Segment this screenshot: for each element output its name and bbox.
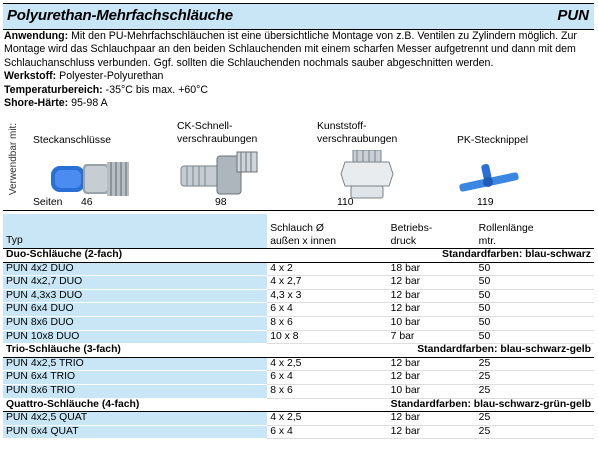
cell-hose: 6 x 4 — [267, 303, 387, 317]
cell-roll-length: 50 — [476, 316, 594, 330]
cell-hose: 8 x 6 — [267, 384, 387, 398]
usable-item-compression-fitting — [171, 114, 301, 208]
group-row — [3, 398, 594, 412]
title-bar — [3, 3, 594, 30]
usable-item-label: CK-Schnell- verschraubungen — [177, 121, 258, 145]
table-header-row — [3, 214, 594, 249]
usable-item-page: 98 — [215, 197, 227, 208]
cell-type: PUN 6x4 QUAT — [3, 425, 267, 439]
cell-hose: 4,3 x 3 — [267, 289, 387, 303]
spec-table — [3, 214, 594, 439]
product-code: PUN — [557, 7, 589, 24]
usable-item-prefix: Seiten — [33, 197, 63, 208]
table-row — [3, 303, 594, 317]
cell-roll-length: 50 — [476, 276, 594, 290]
group-row — [3, 249, 594, 263]
shore-label: Shore-Härte: — [4, 97, 69, 110]
table-row — [3, 276, 594, 290]
group-name: Duo-Schläuche (2-fach) — [3, 249, 388, 263]
table-row — [3, 412, 594, 426]
cell-type: PUN 6x4 DUO — [3, 303, 267, 317]
cell-roll-length: 50 — [476, 262, 594, 276]
cell-hose: 6 x 4 — [267, 371, 387, 385]
cell-type: PUN 6x4 TRIO — [3, 371, 267, 385]
cell-hose: 4 x 2 — [267, 262, 387, 276]
cell-type: PUN 4x2,5 TRIO — [3, 357, 267, 371]
cell-type: PUN 10x8 DUO — [3, 330, 267, 344]
cell-pressure: 18 bar — [388, 262, 476, 276]
cell-type: PUN 8x6 DUO — [3, 316, 267, 330]
page-title: Polyurethan-Mehrfachschläuche — [7, 7, 233, 24]
cell-roll-length: 25 — [476, 412, 594, 426]
cell-hose: 4 x 2,7 — [267, 276, 387, 290]
usable-item-label: PK-Stecknippel — [457, 135, 529, 146]
header-type: Typ — [3, 214, 267, 249]
cell-pressure: 12 bar — [388, 357, 476, 371]
group-standard-colors: Standardfarben: blau-schwarz-gelb — [388, 344, 594, 358]
table-row — [3, 425, 594, 439]
table-row — [3, 316, 594, 330]
cell-roll-length: 50 — [476, 330, 594, 344]
usable-item-label: Steckanschlüsse — [33, 135, 111, 146]
cell-hose: 4 x 2,5 — [267, 357, 387, 371]
usable-item-push-nipple — [457, 114, 587, 208]
usage-label: Anwendung: — [4, 30, 69, 42]
cell-hose: 8 x 6 — [267, 316, 387, 330]
cell-roll-length: 50 — [476, 289, 594, 303]
material-label: Werkstoff: — [4, 70, 57, 83]
cell-pressure: 10 bar — [388, 316, 476, 330]
cell-type: PUN 4,3x3 DUO — [3, 289, 267, 303]
header-hose: Schlauch Ø außen x innen — [270, 223, 337, 247]
shore-text: 95-98 A — [71, 97, 108, 110]
table-row — [3, 262, 594, 276]
cell-roll-length: 25 — [476, 384, 594, 398]
usable-with-label: Verwendbar mit: — [8, 122, 19, 196]
compression-fitting-icon — [177, 150, 267, 200]
table-row — [3, 357, 594, 371]
description — [4, 30, 596, 110]
cell-pressure: 12 bar — [388, 371, 476, 385]
table-row — [3, 371, 594, 385]
push-nipple-icon — [457, 160, 527, 200]
group-standard-colors: Standardfarben: blau-schwarz-grün-gelb — [388, 398, 594, 412]
header-roll-length: Rollenlänge mtr. — [478, 223, 534, 247]
usable-item-page: 110 — [337, 197, 354, 208]
cell-roll-length: 50 — [476, 303, 594, 317]
usable-item-page: 46 — [81, 197, 93, 208]
cell-type: PUN 4x2 DUO — [3, 262, 267, 276]
usage-paragraph — [4, 30, 596, 70]
usable-item-push-in-fitting — [31, 114, 181, 208]
temperature-text: -35°C bis max. +60°C — [105, 83, 209, 96]
temperature-label: Temperaturbereich: — [4, 83, 103, 96]
cell-hose: 4 x 2,5 — [267, 412, 387, 426]
cell-pressure: 12 bar — [388, 289, 476, 303]
usable-item-page: 119 — [477, 197, 494, 208]
cell-pressure: 10 bar — [388, 384, 476, 398]
cell-roll-length: 25 — [476, 425, 594, 439]
table-row — [3, 330, 594, 344]
group-row — [3, 344, 594, 358]
material-text: Polyester-Polyurethan — [59, 70, 164, 83]
cell-hose: 6 x 4 — [267, 425, 387, 439]
cell-hose: 10 x 8 — [267, 330, 387, 344]
table-row — [3, 289, 594, 303]
shore-line — [4, 97, 596, 110]
temperature-line — [4, 84, 596, 97]
cell-type: PUN 4x2,7 DUO — [3, 276, 267, 290]
material-line — [4, 70, 596, 83]
push-in-fitting-icon — [45, 154, 135, 200]
cell-roll-length: 25 — [476, 357, 594, 371]
usage-text: Mit den PU-Mehrfachschläuchen ist eine übersichtliche Montage von z.B. Ventilen zu Zylindern möglich. Zur Montage wird das Schlauchpaar an den beiden Schlauchenden mit einem scharfen Messer aufgetrennt und dann mit dem Schlauchanschluss verbunden. Ggf. sollten die Schlauchenden nochmals sauber abgeschnitten werden. — [4, 30, 577, 69]
cell-roll-length: 25 — [476, 371, 594, 385]
group-name: Quattro-Schläuche (4-fach) — [3, 398, 388, 412]
cell-pressure: 12 bar — [388, 276, 476, 290]
cell-pressure: 12 bar — [388, 412, 476, 426]
cell-pressure: 12 bar — [388, 425, 476, 439]
cell-type: PUN 4x2,5 QUAT — [3, 412, 267, 426]
group-name: Trio-Schläuche (3-fach) — [3, 344, 388, 358]
table-row — [3, 384, 594, 398]
plastic-fitting-icon — [337, 150, 397, 200]
header-pressure: Betriebs- druck — [390, 223, 433, 247]
cell-type: PUN 8x6 TRIO — [3, 384, 267, 398]
usable-item-label: Kunststoff- verschraubungen — [317, 121, 398, 145]
usable-item-plastic-fitting — [313, 114, 443, 208]
group-standard-colors: Standardfarben: blau-schwarz — [388, 249, 594, 263]
cell-pressure: 7 bar — [388, 330, 476, 344]
cell-pressure: 12 bar — [388, 303, 476, 317]
usable-with-section — [3, 114, 594, 208]
